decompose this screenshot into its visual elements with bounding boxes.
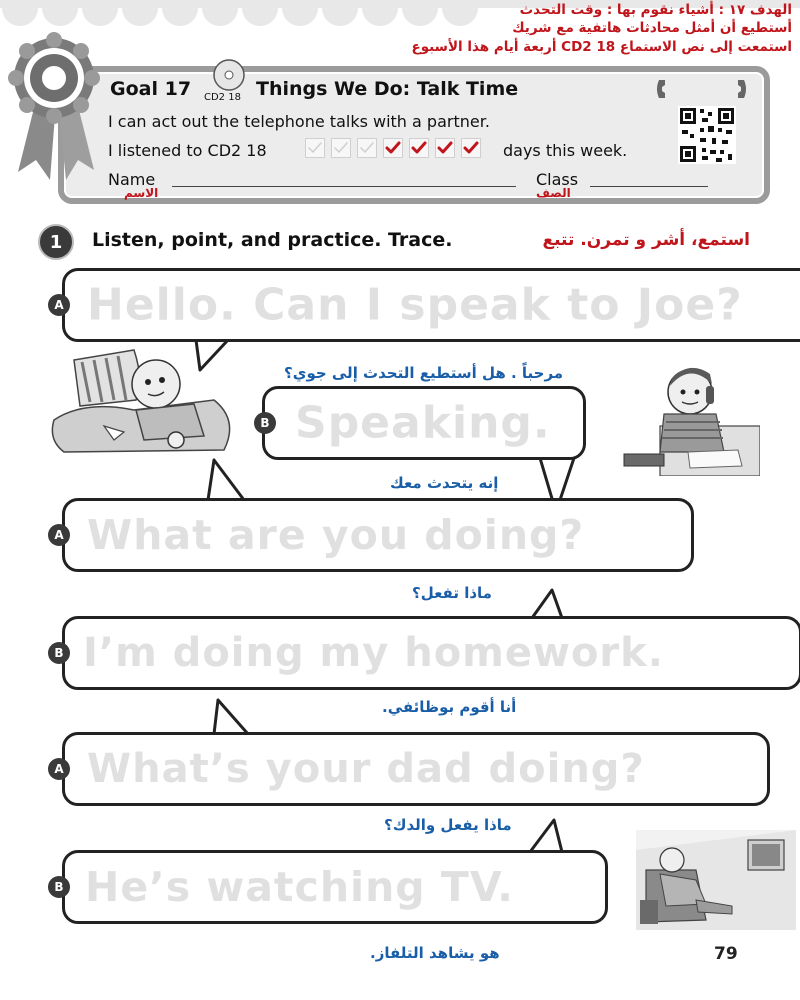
dad-watching-tv-illustration (636, 830, 796, 930)
boy-on-bed-illustration (44, 340, 244, 460)
speech-bubble-6 (62, 850, 608, 924)
trace-text-2[interactable]: Speaking. (295, 397, 551, 449)
trace-text-3[interactable]: What are you doing? (87, 511, 585, 559)
arabic-translation-6: هو يشاهد التلفاز. (370, 944, 500, 962)
exercise-number: 1 (38, 224, 74, 260)
goal-statement: I can act out the telephone talks with a partner. (108, 112, 490, 131)
listened-suffix: days this week. (503, 141, 628, 160)
arabic-translation-4: أنا أقوم بوظائفي. (382, 698, 517, 716)
speaker-marker-1: A (48, 294, 70, 316)
goal-title: Things We Do: Talk Time (256, 78, 519, 100)
trace-text-5[interactable]: What’s your dad doing? (87, 746, 645, 792)
listened-prefix: I listened to CD2 18 (108, 141, 267, 160)
exercise-instruction-arabic: استمع، أشر و تمرن. تتبع (542, 230, 750, 250)
arabic-translation-3: ماذا تفعل؟ (412, 584, 492, 602)
name-label: Name (108, 170, 156, 189)
arabic-goal-title: الهدف ١٧ : أشياء نقوم بها : وقت التحدث (519, 2, 792, 18)
arabic-goal-statement: أستطيع أن أمثل محادثات هاتفية مع شريك (512, 20, 792, 36)
arabic-translation-2: إنه يتحدث معك (390, 474, 499, 492)
goal-label: Goal 17 (110, 78, 192, 100)
speech-bubble-4 (62, 616, 800, 690)
trace-text-4[interactable]: I’m doing my homework. (83, 630, 664, 676)
page-number: 79 (714, 944, 738, 964)
name-label-arabic: الاسم (124, 186, 159, 200)
speaker-marker-2: B (254, 412, 276, 434)
class-label-arabic: الصف (536, 186, 571, 200)
class-label: Class (536, 170, 579, 189)
arabic-listening-note: استمعت إلى نص الاستماع CD2 18 أربعة أيام هذا الأسبوع (411, 39, 792, 55)
speaker-marker-4: B (48, 642, 70, 664)
speech-bubble-1 (62, 268, 800, 342)
cd-track-label: CD2 18 (204, 92, 241, 103)
speech-bubble-3 (62, 498, 694, 572)
speaker-marker-3: A (48, 524, 70, 546)
speaker-marker-5: A (48, 758, 70, 780)
boy-at-desk-illustration (620, 356, 760, 476)
speech-bubble-2 (262, 386, 586, 460)
exercise-instruction: Listen, point, and practice. Trace. (92, 229, 453, 251)
trace-text-6[interactable]: He’s watching TV. (85, 863, 514, 911)
arabic-translation-5: ماذا يفعل والدك؟ (384, 816, 512, 834)
speech-bubble-5 (62, 732, 770, 806)
trace-text-1[interactable]: Hello. Can I speak to Joe? (87, 279, 743, 331)
arabic-translation-1: مرحباً . هل أستطيع التحدث إلى جوي؟ (284, 364, 564, 382)
speaker-marker-6: B (48, 876, 70, 898)
